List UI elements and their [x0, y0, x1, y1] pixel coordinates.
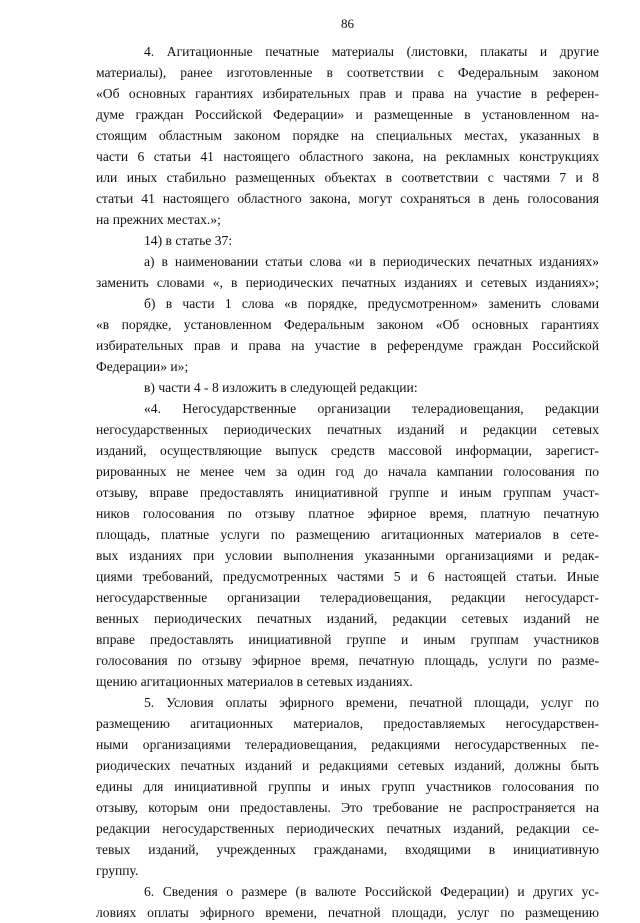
text-line: «в порядке, установленном Федеральным законом «Об основных гарантиях — [96, 317, 599, 332]
text-line: 5. Условия оплаты эфирного времени, печатной площади, услуг по — [144, 695, 599, 710]
text-line: Федерации» и»; — [96, 359, 189, 374]
text-line: 6. Сведения о размере (в валюте Российской Федерации) и других ус- — [144, 884, 599, 899]
text-line: рированных не менее чем за один год до начала кампании голосования по — [96, 464, 599, 479]
text-line: отзыву, которым они предоставлены. Это требование не распространяется на — [96, 800, 599, 815]
text-line: заменить словами «, в периодических печатных изданиях и сетевых изданиях»; — [96, 275, 599, 290]
text-line: ными организациями телерадиовещания, редакциями негосударственных пе- — [96, 737, 599, 752]
text-line: материалы), ранее изготовленные в соответствии с Федеральным законом — [96, 65, 599, 80]
text-line: избирательных прав и права на участие в референдуме граждан Российской — [96, 338, 599, 353]
text-line: группу. — [96, 863, 139, 878]
text-line: 4. Агитационные печатные материалы (листовки, плакаты и другие — [144, 44, 599, 59]
text-line: риодических печатных изданий и редакциями сетевых изданий, должны быть — [96, 758, 599, 773]
text-line: площадь, платные услуги по размещению агитационных материалов в сете- — [96, 527, 599, 542]
text-line: отзыву, вправе предоставлять инициативной группе и иным группам участ- — [96, 485, 599, 500]
text-line: «4. Негосударственные организации телерадиовещания, редакции — [144, 401, 599, 416]
text-line: редакции негосударственных периодических печатных изданий, редакции се- — [96, 821, 599, 836]
text-line: стоящим областным законом порядке на специальных местах, указанных в — [96, 128, 599, 143]
text-line: тевых изданий, учрежденных гражданами, входящими в инициативную — [96, 842, 599, 857]
text-line: части 6 статьи 41 настоящего областного закона, на рекламных конструкциях — [96, 149, 599, 164]
text-line: едины для инициативной группы и иных групп участников голосования по — [96, 779, 599, 794]
text-line: голосования по отзыву эфирное время, печатную площадь, услуги по разме- — [96, 653, 599, 668]
text-line: статьи 41 настоящего областного закона, могут сохраняться в день голосования — [96, 191, 599, 206]
text-line: «Об основных гарантиях избирательных прав и права на участие в референ- — [96, 86, 599, 101]
document-page — [96, 0, 599, 920]
page-number: 86 — [341, 16, 354, 31]
text-line: на прежних местах.»; — [96, 212, 221, 227]
text-line: ловиях оплаты эфирного времени, печатной площади, услуг по размещению — [96, 905, 599, 920]
text-line: 14) в статье 37: — [144, 233, 233, 248]
text-line: негосударственные организации телерадиовещания, редакции негосударст- — [96, 590, 599, 605]
text-line: изданий, осуществляющие выпуск средств массовой информации, зарегист- — [96, 443, 599, 458]
text-line: а) в наименовании статьи слова «и в периодических печатных изданиях» — [144, 254, 599, 269]
text-line: или иных стабильно размещенных объектах в соответствии с частями 7 и 8 — [96, 170, 599, 185]
text-line: размещению агитационных материалов, предоставляемых негосударствен- — [96, 716, 599, 731]
text-line: думе граждан Российской Федерации» и размещенные в установленном на- — [96, 107, 599, 122]
text-line: ников голосования по отзыву платное эфирное время, платную печатную — [96, 506, 599, 521]
text-line: вых изданиях при условии выполнения указанными организациями и редак- — [96, 548, 599, 563]
text-line: негосударственных периодических печатных изданий и редакции сетевых — [96, 422, 599, 437]
text-line: в) части 4 - 8 изложить в следующей редакции: — [144, 380, 418, 395]
text-line: б) в части 1 слова «в порядке, предусмотренном» заменить словами — [144, 296, 599, 311]
text-line: циями требований, предусмотренных частями 5 и 6 настоящей статьи. Иные — [96, 569, 599, 584]
text-line: щению агитационных материалов в сетевых изданиях. — [96, 674, 413, 689]
text-line: венных периодических печатных изданий, редакции сетевых изданий не — [96, 611, 599, 626]
text-line: вправе предоставлять инициативной группе и иным группам участников — [96, 632, 599, 647]
